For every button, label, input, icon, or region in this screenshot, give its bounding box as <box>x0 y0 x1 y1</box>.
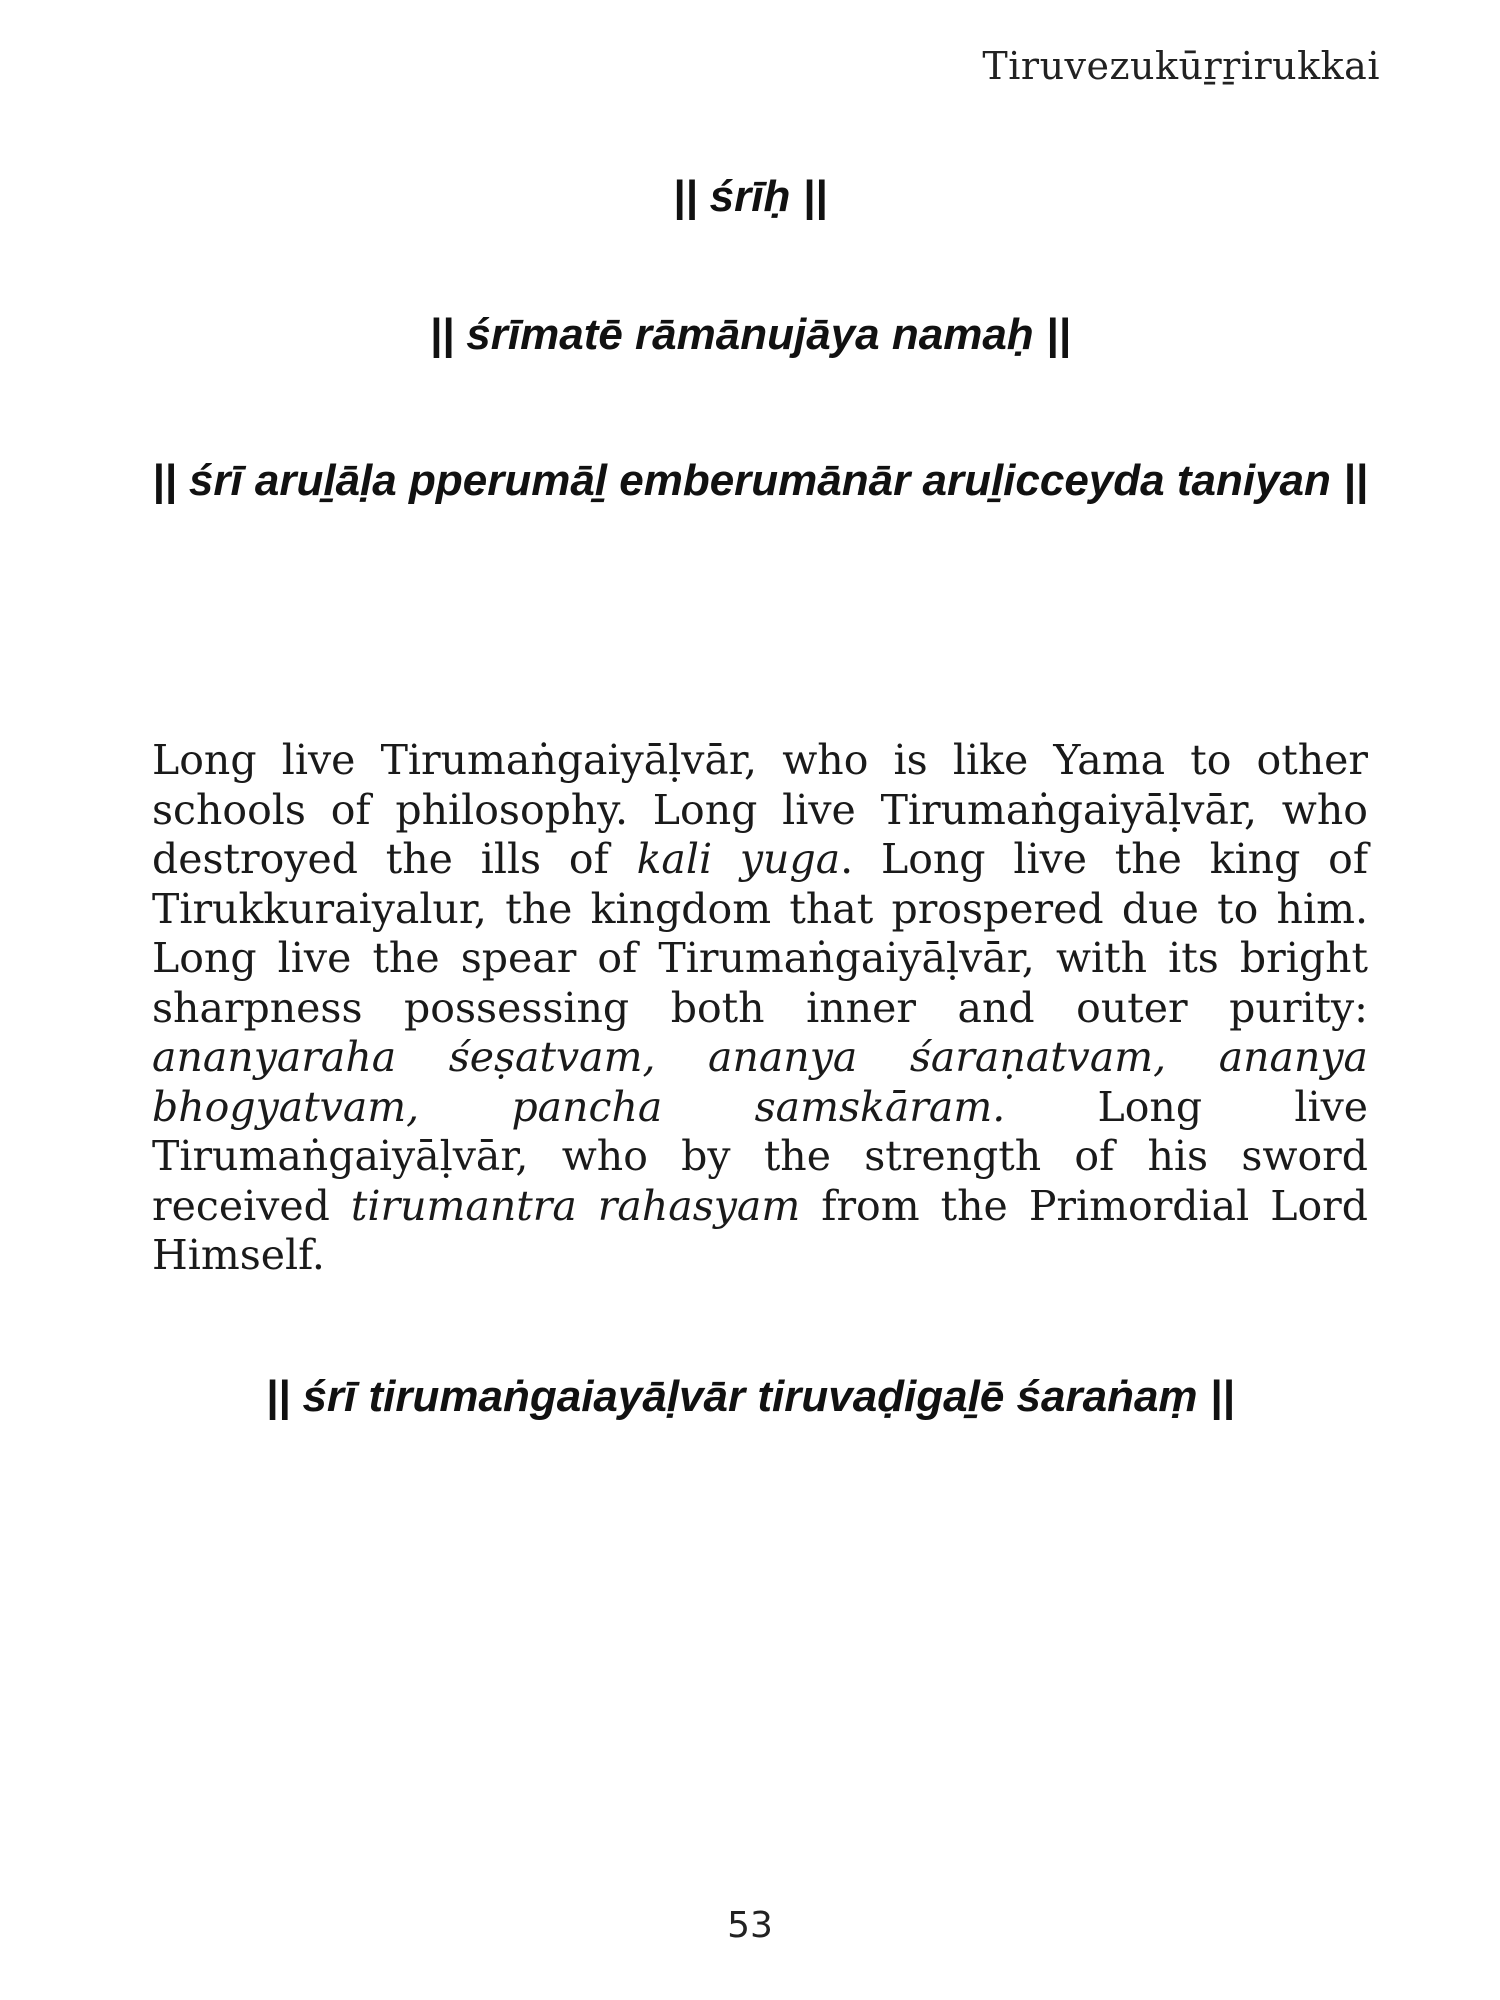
running-header-title: Tiruvezukūṟṟirukkai <box>982 44 1380 88</box>
page-number: 53 <box>727 1905 773 1946</box>
verse-text-part-1: Long live Tirumaṅgaiyāḷvār, who is like Yama to other schools of philosophy. Long live Tirumaṅgaiyāḷvār, who destroyed the ills of <box>152 736 1368 883</box>
verse-term-kali-yuga: kali yuga <box>636 835 841 883</box>
invocation-taniyan-heading: || śrī aruḻāḷa pperumāḻ emberumānār aruḻicceyda taniyan || <box>152 456 1368 505</box>
invocation-srimate-ramanujaya: || śrīmatē rāmānujāya namaḥ || <box>429 310 1071 359</box>
verse-text-part-2: . Long live the king of Tirukkuraiyalur, the kingdom that prospered due to him. Long live the spear of Tirumaṅgaiyāḷvār, with its bright sharpness possessing both inner and outer purity: <box>152 835 1368 1032</box>
verse-term-tirumantra-rahasyam: tirumantra rahasyam <box>350 1181 801 1230</box>
verse-term-purities: ananyaraha śeṣatvam, ananya śaraṇatvam, ananya bhogyatvam, pancha samskāram. <box>152 1033 1368 1131</box>
verse-translation-paragraph <box>152 736 1368 1281</box>
verse-text-part-4: from the Primordial Lord Himself. <box>152 1181 1369 1279</box>
invocation-closing-saranam: || śrī tirumaṅgaiayāḷvār tiruvaḍigaḻē śaraṅaṃ || <box>265 1372 1235 1421</box>
invocation-srih: || śrīḥ || <box>672 172 828 221</box>
verse-text-part-3: Long live Tirumaṅgaiyāḷvār, who by the strength of his sword received <box>152 1082 1368 1230</box>
